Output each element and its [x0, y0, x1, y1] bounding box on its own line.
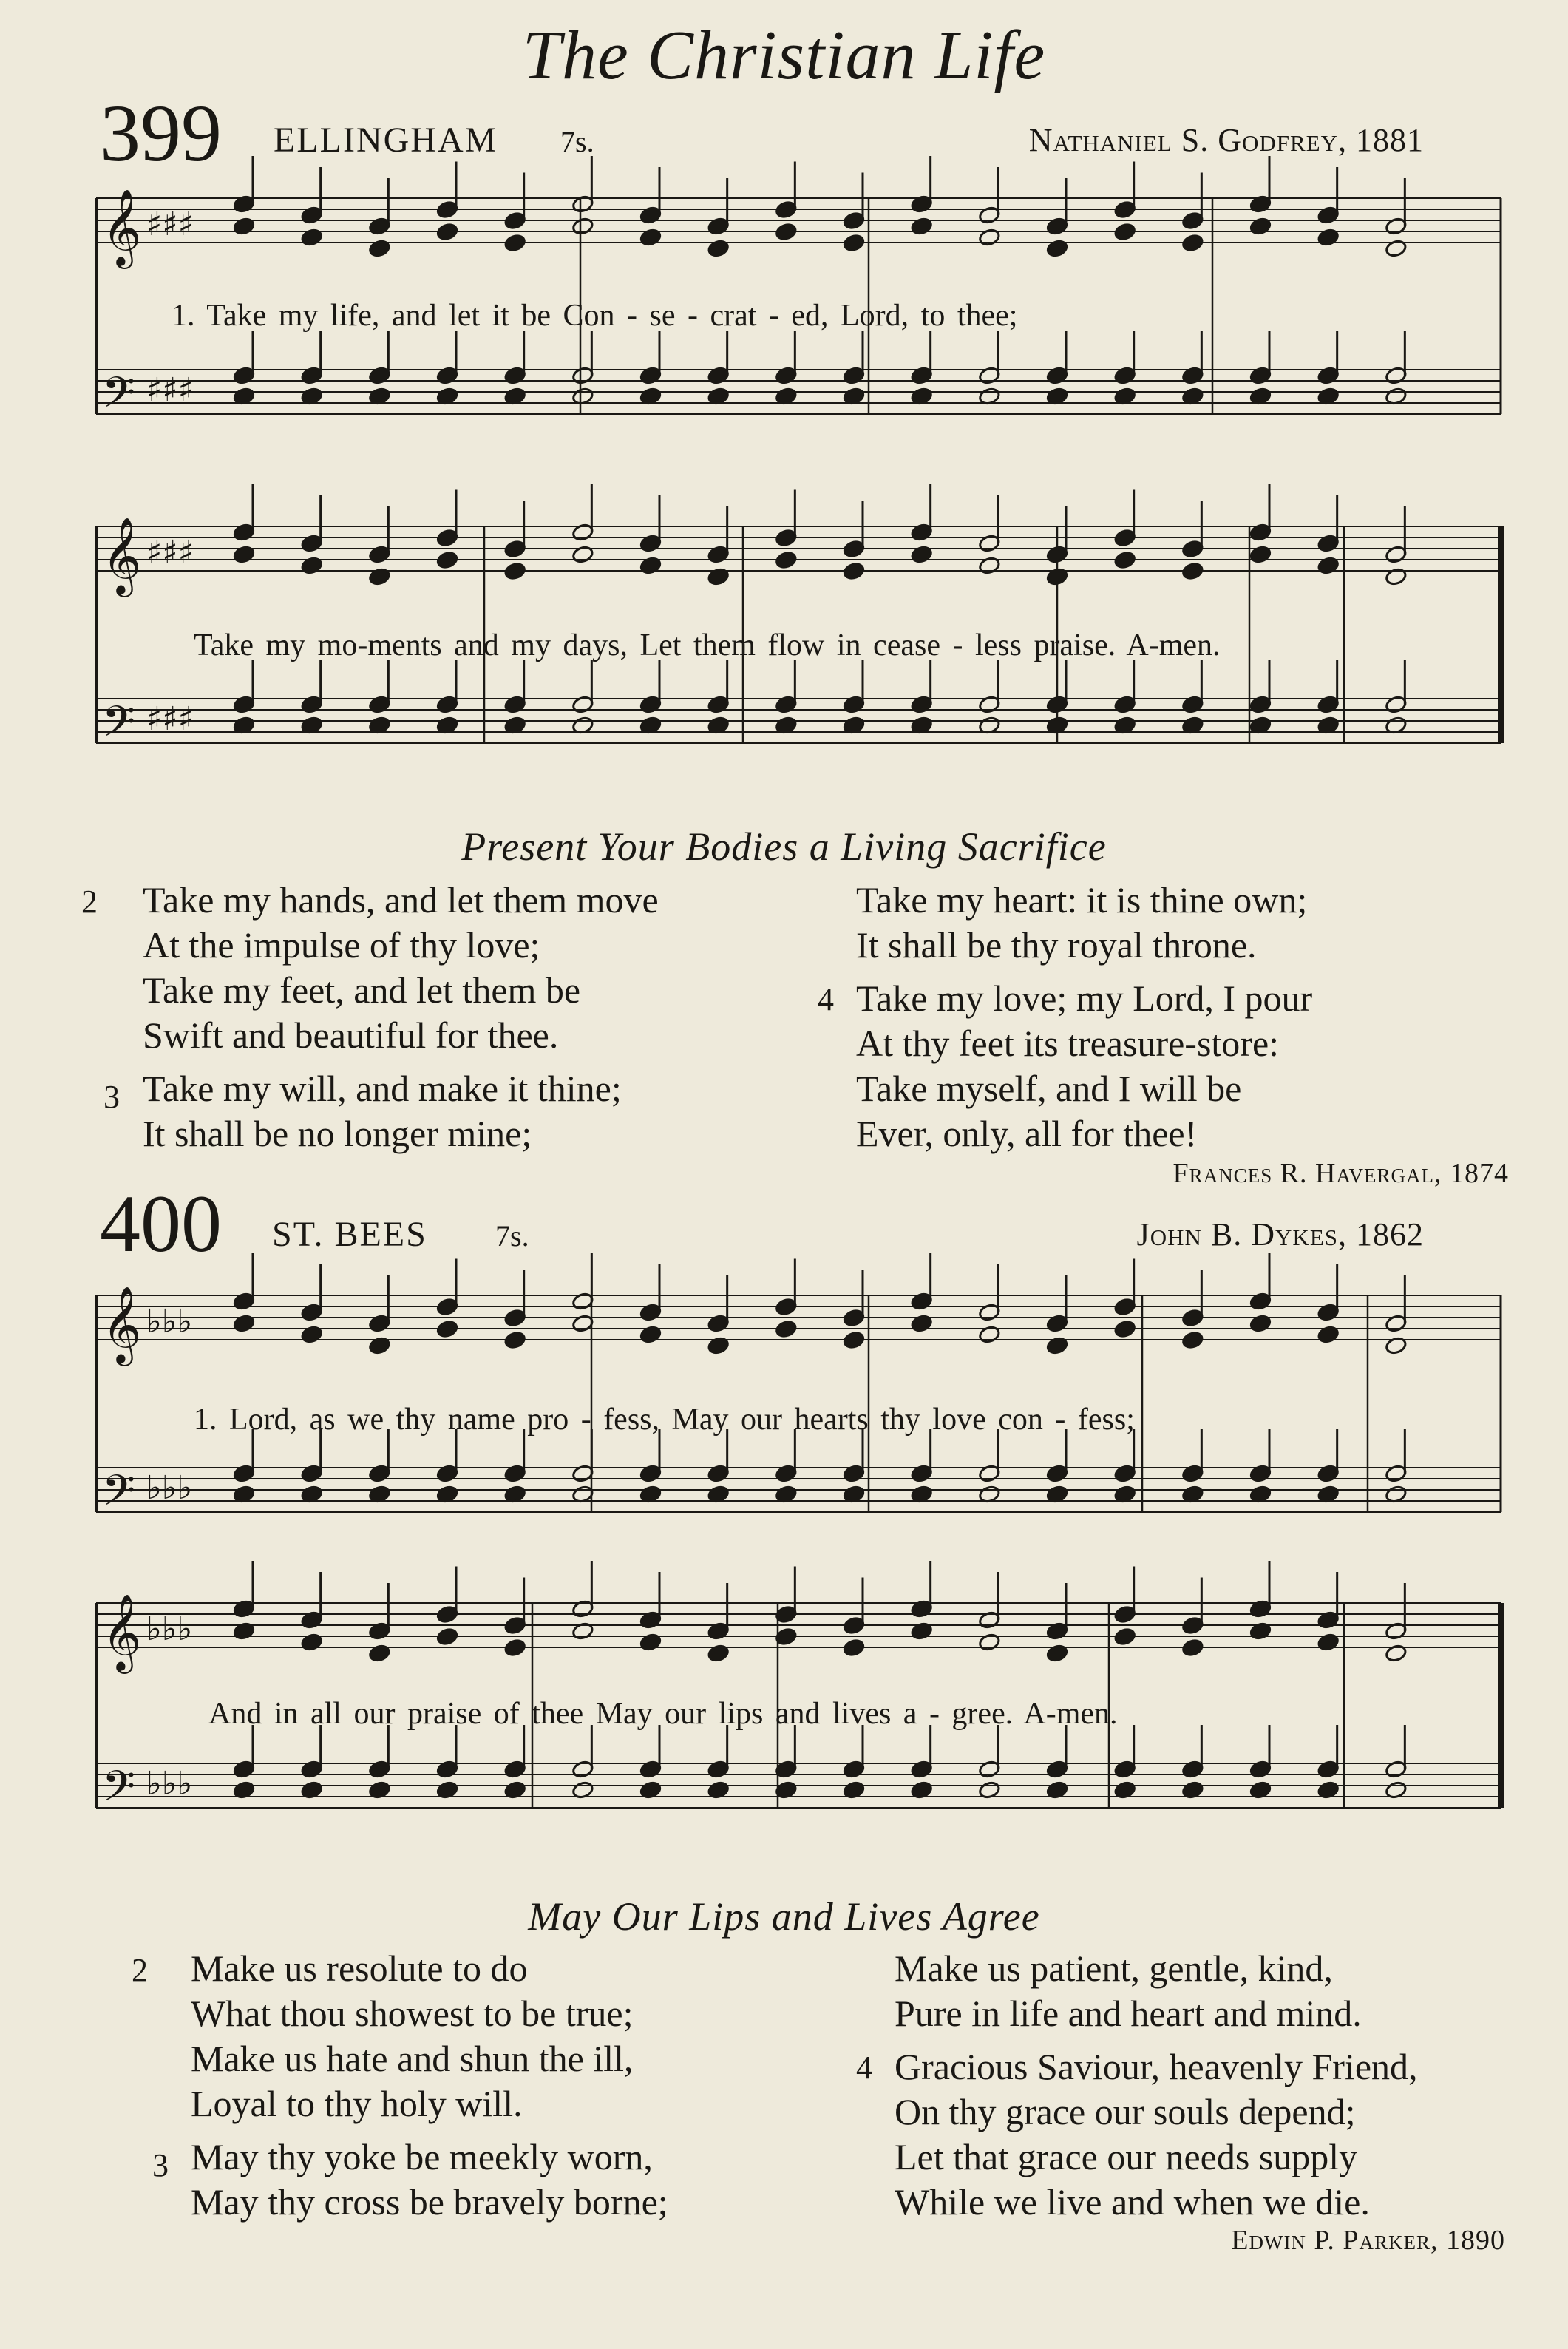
note-head [910, 545, 933, 564]
verse-line: Take my feet, and let them be [143, 969, 581, 1011]
note-head [978, 228, 1001, 247]
verse-number: 2 [81, 884, 98, 920]
note-head [571, 217, 594, 236]
verse-line: Let that grace our needs supply [895, 2136, 1358, 2177]
bass-clef-icon: 𝄢 [102, 1761, 136, 1822]
note-head [843, 234, 866, 253]
verse-line: It shall be thy royal throne. [856, 924, 1257, 966]
note-head [368, 239, 391, 258]
note-head [1113, 223, 1136, 242]
treble-clef-icon: 𝄞 [102, 1286, 142, 1363]
note-head [1385, 1336, 1408, 1355]
verse-line: Gracious Saviour, heavenly Friend, [895, 2046, 1418, 2087]
lyric-line: 1. Lord, as we thy name pro - fess, May our hearts thy love con - fess; [194, 1403, 1135, 1437]
note-head [1385, 567, 1408, 586]
hymn-author: Frances R. Havergal, 1874 [1172, 1158, 1509, 1189]
note-head [910, 217, 933, 236]
verse-line: Make us resolute to do [191, 1948, 528, 1989]
note-head [233, 217, 256, 236]
note-head [978, 1325, 1001, 1344]
note-head [843, 562, 866, 581]
verse-line: Take my heart: it is thine own; [856, 879, 1308, 921]
note-head [1113, 551, 1136, 570]
verse-number: 4 [818, 981, 834, 1017]
note-head [300, 1325, 323, 1344]
note-head [707, 1644, 730, 1663]
key-signature: ♯♯♯ [146, 700, 194, 738]
note-head [368, 567, 391, 586]
note-head [1046, 567, 1069, 586]
bass-clef-icon: 𝄢 [102, 696, 136, 757]
note-head [707, 1336, 730, 1355]
note-head [1317, 556, 1340, 575]
hymn-number: 400 [100, 1179, 222, 1269]
note-head [639, 1633, 662, 1652]
note-head [300, 556, 323, 575]
note-head [1249, 1621, 1272, 1641]
note-head [707, 239, 730, 258]
verse-line: May thy cross be bravely borne; [191, 2181, 668, 2223]
note-head [233, 1621, 256, 1641]
key-signature: ♭♭♭ [146, 1303, 193, 1340]
composer: John B. Dykes, 1862 [1136, 1216, 1424, 1253]
note-head [1385, 239, 1408, 258]
note-head [1317, 228, 1340, 247]
treble-clef-icon: 𝄞 [102, 1593, 142, 1671]
note-head [843, 1331, 866, 1350]
hymn-subtitle: Present Your Bodies a Living Sacrifice [461, 824, 1107, 869]
note-head [639, 556, 662, 575]
verse-line: Take my hands, and let them move [143, 879, 659, 921]
verse-line: Swift and beautiful for thee. [143, 1014, 559, 1056]
lyric-line: 1. Take my life, and let it be Con - se - crat - ed, Lord, to thee; [172, 299, 1018, 333]
note-head [503, 562, 526, 581]
note-head [368, 1644, 391, 1663]
note-head [775, 223, 798, 242]
note-head [436, 551, 459, 570]
note-head [233, 545, 256, 564]
verse-line: At the impulse of thy love; [143, 924, 540, 966]
key-signature: ♭♭♭ [146, 1469, 193, 1507]
hymn-number: 399 [100, 88, 222, 178]
note-head [1181, 562, 1204, 581]
note-head [503, 234, 526, 253]
note-head [1046, 1644, 1069, 1663]
note-head [1317, 1633, 1340, 1652]
note-head [1113, 1320, 1136, 1339]
note-head [1046, 239, 1069, 258]
note-head [503, 1331, 526, 1350]
verse-line: May thy yoke be meekly worn, [191, 2136, 653, 2177]
key-signature: ♯♯♯ [146, 206, 194, 243]
note-head [843, 1638, 866, 1658]
note-head [1181, 234, 1204, 253]
lyric-line: And in all our praise of thee May our lips and lives a - gree. A-men. [208, 1697, 1118, 1731]
verse-number: 2 [132, 1952, 148, 1988]
meter: 7s. [560, 125, 594, 158]
verse-line: Pure in life and heart and mind. [895, 1993, 1362, 2034]
hymn-subtitle: May Our Lips and Lives Agree [528, 1894, 1040, 1939]
note-head [436, 223, 459, 242]
note-head [436, 1627, 459, 1647]
note-head [233, 1314, 256, 1333]
note-head [775, 551, 798, 570]
verse-line: On thy grace our souls depend; [895, 2091, 1356, 2132]
note-head [978, 556, 1001, 575]
hymn-author: Edwin P. Parker, 1890 [1231, 2225, 1505, 2256]
verse-line: Take myself, and I will be [856, 1068, 1242, 1109]
verse-number: 4 [856, 2050, 872, 2086]
note-head [910, 1621, 933, 1641]
note-head [300, 228, 323, 247]
note-head [503, 1638, 526, 1658]
note-head [436, 1320, 459, 1339]
note-head [1113, 1627, 1136, 1647]
note-head [707, 567, 730, 586]
verse-number: 3 [103, 1079, 120, 1115]
note-head [1317, 1325, 1340, 1344]
tune-name: ELLINGHAM [274, 121, 498, 160]
note-head [639, 1325, 662, 1344]
verse-line: Make us patient, gentle, kind, [895, 1948, 1333, 1989]
key-signature: ♯♯♯ [146, 371, 194, 409]
page-title: The Christian Life [522, 17, 1046, 94]
verse-line: Make us hate and shun the ill, [191, 2038, 634, 2079]
bass-clef-icon: 𝄢 [102, 367, 136, 428]
note-head [1046, 1336, 1069, 1355]
note-head [571, 1621, 594, 1641]
bass-clef-icon: 𝄢 [102, 1465, 136, 1526]
meter: 7s. [495, 1219, 529, 1253]
verse-line: At thy feet its treasure-store: [856, 1023, 1280, 1064]
verse-line: Loyal to thy holy will. [191, 2083, 523, 2124]
note-head [775, 1320, 798, 1339]
lyric-line: Take my mo-ments and my days, Let them flow in cease - less praise. A-men. [194, 628, 1221, 662]
note-head [1249, 1314, 1272, 1333]
key-signature: ♭♭♭ [146, 1765, 193, 1803]
verse-line: Ever, only, all for thee! [856, 1113, 1198, 1154]
treble-clef-icon: 𝄞 [102, 189, 142, 266]
note-head [910, 1314, 933, 1333]
note-head [1249, 217, 1272, 236]
verse-line: While we live and when we die. [895, 2181, 1370, 2223]
treble-clef-icon: 𝄞 [102, 517, 142, 594]
note-head [300, 1633, 323, 1652]
verse-line: Take my will, and make it thine; [143, 1068, 622, 1109]
tune-name: ST. BEES [272, 1215, 427, 1254]
verse-line: What thou showest to be true; [191, 1993, 634, 2034]
verse-line: It shall be no longer mine; [143, 1113, 532, 1154]
note-head [571, 545, 594, 564]
composer: Nathaniel S. Godfrey, 1881 [1028, 122, 1424, 158]
note-head [1181, 1638, 1204, 1658]
key-signature: ♯♯♯ [146, 534, 194, 572]
key-signature: ♭♭♭ [146, 1610, 193, 1648]
note-head [1181, 1331, 1204, 1350]
verse-line: Take my love; my Lord, I pour [856, 977, 1313, 1019]
note-head [639, 228, 662, 247]
verse-number: 3 [152, 2147, 169, 2183]
note-head [1385, 1644, 1408, 1663]
note-head [978, 1633, 1001, 1652]
note-head [368, 1336, 391, 1355]
note-head [1249, 545, 1272, 564]
